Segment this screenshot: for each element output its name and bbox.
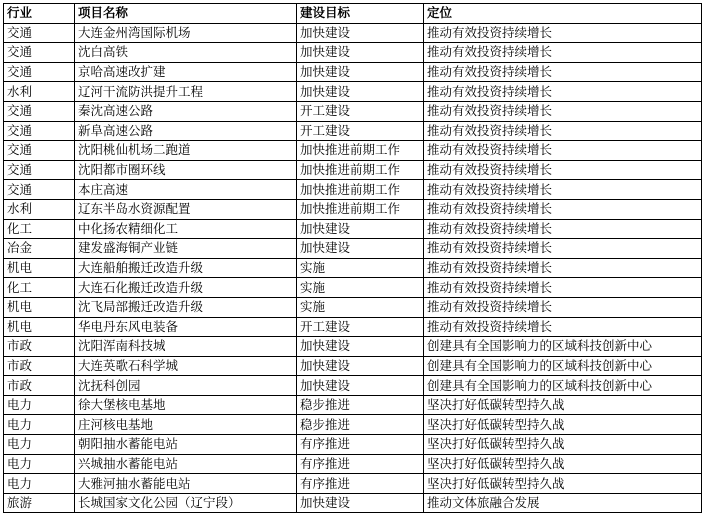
cell-industry[interactable]: 交通	[4, 62, 75, 82]
cell-industry[interactable]: 电力	[4, 454, 75, 474]
cell-industry[interactable]: 化工	[4, 278, 75, 298]
cell-project[interactable]: 沈白高铁	[75, 43, 297, 63]
cell-goal[interactable]: 加快建设	[297, 376, 424, 396]
cell-position[interactable]: 推动有效投资持续增长	[424, 297, 702, 317]
cell-position[interactable]: 推动有效投资持续增长	[424, 62, 702, 82]
cell-project[interactable]: 沈阳浑南科技城	[75, 337, 297, 357]
cell-goal[interactable]: 加快建设	[297, 82, 424, 102]
cell-goal[interactable]: 实施	[297, 258, 424, 278]
cell-industry[interactable]: 交通	[4, 121, 75, 141]
cell-industry[interactable]: 冶金	[4, 239, 75, 259]
cell-goal[interactable]: 实施	[297, 297, 424, 317]
table-body	[4, 23, 702, 513]
header-industry: 行业	[4, 4, 75, 24]
cell-project[interactable]: 徐大堡核电基地	[75, 395, 297, 415]
table-row	[4, 474, 702, 494]
cell-project[interactable]: 沈飞局部搬迁改造升级	[75, 297, 297, 317]
cell-goal[interactable]: 实施	[297, 278, 424, 298]
cell-industry[interactable]: 电力	[4, 474, 75, 494]
cell-position[interactable]: 推动有效投资持续增长	[424, 199, 702, 219]
cell-goal[interactable]: 有序推进	[297, 454, 424, 474]
table-row	[4, 101, 702, 121]
cell-project[interactable]: 沈阳都市圈环线	[75, 160, 297, 180]
table-row	[4, 454, 702, 474]
cell-project[interactable]: 长城国家文化公园（辽宁段）	[75, 493, 297, 513]
cell-industry[interactable]: 电力	[4, 395, 75, 415]
cell-goal[interactable]: 加快建设	[297, 493, 424, 513]
cell-position[interactable]: 推动有效投资持续增长	[424, 219, 702, 239]
table-row	[4, 395, 702, 415]
cell-goal[interactable]: 加快建设	[297, 23, 424, 43]
table-row	[4, 415, 702, 435]
cell-project[interactable]: 辽河干流防洪提升工程	[75, 82, 297, 102]
cell-industry[interactable]: 交通	[4, 101, 75, 121]
cell-position[interactable]: 推动有效投资持续增长	[424, 239, 702, 259]
cell-industry[interactable]: 交通	[4, 43, 75, 63]
cell-position[interactable]: 推动有效投资持续增长	[424, 43, 702, 63]
cell-position[interactable]: 坚决打好低碳转型持久战	[424, 415, 702, 435]
cell-industry[interactable]: 机电	[4, 297, 75, 317]
cell-project[interactable]: 沈抚科创园	[75, 376, 297, 396]
cell-position[interactable]: 推动有效投资持续增长	[424, 278, 702, 298]
table-row	[4, 82, 702, 102]
cell-goal[interactable]: 有序推进	[297, 435, 424, 455]
cell-position[interactable]: 推动有效投资持续增长	[424, 141, 702, 161]
cell-industry[interactable]: 水利	[4, 199, 75, 219]
cell-industry[interactable]: 电力	[4, 435, 75, 455]
cell-project[interactable]: 兴城抽水蓄能电站	[75, 454, 297, 474]
cell-position[interactable]: 推动有效投资持续增长	[424, 23, 702, 43]
table-row	[4, 219, 702, 239]
table-row	[4, 356, 702, 376]
cell-goal[interactable]: 加快建设	[297, 356, 424, 376]
cell-goal[interactable]: 开工建设	[297, 317, 424, 337]
cell-goal[interactable]: 加快推进前期工作	[297, 160, 424, 180]
cell-industry[interactable]: 化工	[4, 219, 75, 239]
header-position: 定位	[424, 4, 702, 24]
cell-industry[interactable]: 机电	[4, 258, 75, 278]
cell-industry[interactable]: 交通	[4, 23, 75, 43]
cell-project[interactable]: 建发盛海铜产业链	[75, 239, 297, 259]
header-project: 项目名称	[75, 4, 297, 24]
cell-industry[interactable]: 市政	[4, 337, 75, 357]
cell-project[interactable]: 大雅河抽水蓄能电站	[75, 474, 297, 494]
cell-goal[interactable]: 加快推进前期工作	[297, 199, 424, 219]
cell-goal[interactable]: 加快建设	[297, 43, 424, 63]
cell-project[interactable]: 大连金州湾国际机场	[75, 23, 297, 43]
table-row	[4, 337, 702, 357]
cell-position[interactable]: 推动有效投资持续增长	[424, 82, 702, 102]
table-row	[4, 278, 702, 298]
cell-industry[interactable]: 市政	[4, 376, 75, 396]
cell-goal[interactable]: 有序推进	[297, 474, 424, 494]
cell-project[interactable]: 中化扬农精细化工	[75, 219, 297, 239]
cell-position[interactable]: 推动有效投资持续增长	[424, 101, 702, 121]
cell-industry[interactable]: 旅游	[4, 493, 75, 513]
cell-position[interactable]: 推动有效投资持续增长	[424, 121, 702, 141]
cell-position[interactable]: 推动有效投资持续增长	[424, 258, 702, 278]
project-table	[3, 3, 702, 513]
table-row	[4, 62, 702, 82]
header-row	[4, 4, 702, 24]
cell-position[interactable]: 坚决打好低碳转型持久战	[424, 395, 702, 415]
cell-project[interactable]: 新阜高速公路	[75, 121, 297, 141]
cell-goal[interactable]: 稳步推进	[297, 415, 424, 435]
table-row	[4, 258, 702, 278]
table-row	[4, 199, 702, 219]
cell-goal[interactable]: 开工建设	[297, 101, 424, 121]
table-row	[4, 141, 702, 161]
table-row	[4, 180, 702, 200]
table-row	[4, 297, 702, 317]
cell-position[interactable]: 坚决打好低碳转型持久战	[424, 454, 702, 474]
cell-project[interactable]: 沈阳桃仙机场二跑道	[75, 141, 297, 161]
cell-industry[interactable]: 交通	[4, 141, 75, 161]
cell-industry[interactable]: 交通	[4, 160, 75, 180]
table-row	[4, 239, 702, 259]
cell-position[interactable]: 创建具有全国影响力的区域科技创新中心	[424, 337, 702, 357]
cell-goal[interactable]: 加快建设	[297, 239, 424, 259]
table-row	[4, 317, 702, 337]
table-row	[4, 376, 702, 396]
table-row	[4, 23, 702, 43]
cell-goal[interactable]: 开工建设	[297, 121, 424, 141]
cell-industry[interactable]: 电力	[4, 415, 75, 435]
cell-position[interactable]: 推动文体旅融合发展	[424, 493, 702, 513]
cell-goal[interactable]: 加快推进前期工作	[297, 180, 424, 200]
cell-position[interactable]: 创建具有全国影响力的区域科技创新中心	[424, 356, 702, 376]
cell-project[interactable]: 大连石化搬迁改造升级	[75, 278, 297, 298]
cell-goal[interactable]: 稳步推进	[297, 395, 424, 415]
cell-position[interactable]: 推动有效投资持续增长	[424, 317, 702, 337]
cell-project[interactable]: 本庄高速	[75, 180, 297, 200]
cell-project[interactable]: 大连英歌石科学城	[75, 356, 297, 376]
cell-project[interactable]: 华电丹东风电装备	[75, 317, 297, 337]
cell-project[interactable]: 大连船舶搬迁改造升级	[75, 258, 297, 278]
header-goal: 建设目标	[297, 4, 424, 24]
cell-industry[interactable]: 水利	[4, 82, 75, 102]
table-row	[4, 493, 702, 513]
cell-position[interactable]: 推动有效投资持续增长	[424, 160, 702, 180]
cell-goal[interactable]: 加快建设	[297, 219, 424, 239]
table-row	[4, 435, 702, 455]
cell-position[interactable]: 推动有效投资持续增长	[424, 180, 702, 200]
cell-position[interactable]: 坚决打好低碳转型持久战	[424, 474, 702, 494]
cell-industry[interactable]: 机电	[4, 317, 75, 337]
table-row	[4, 43, 702, 63]
cell-project[interactable]: 朝阳抽水蓄能电站	[75, 435, 297, 455]
cell-industry[interactable]: 交通	[4, 180, 75, 200]
table-row	[4, 121, 702, 141]
cell-industry[interactable]: 市政	[4, 356, 75, 376]
cell-project[interactable]: 秦沈高速公路	[75, 101, 297, 121]
cell-project[interactable]: 庄河核电基地	[75, 415, 297, 435]
cell-goal[interactable]: 加快推进前期工作	[297, 141, 424, 161]
cell-goal[interactable]: 加快建设	[297, 337, 424, 357]
table-row	[4, 160, 702, 180]
cell-goal[interactable]: 加快建设	[297, 62, 424, 82]
cell-project[interactable]: 京哈高速改扩建	[75, 62, 297, 82]
cell-project[interactable]: 辽东半岛水资源配置	[75, 199, 297, 219]
cell-position[interactable]: 创建具有全国影响力的区域科技创新中心	[424, 376, 702, 396]
cell-position[interactable]: 坚决打好低碳转型持久战	[424, 435, 702, 455]
